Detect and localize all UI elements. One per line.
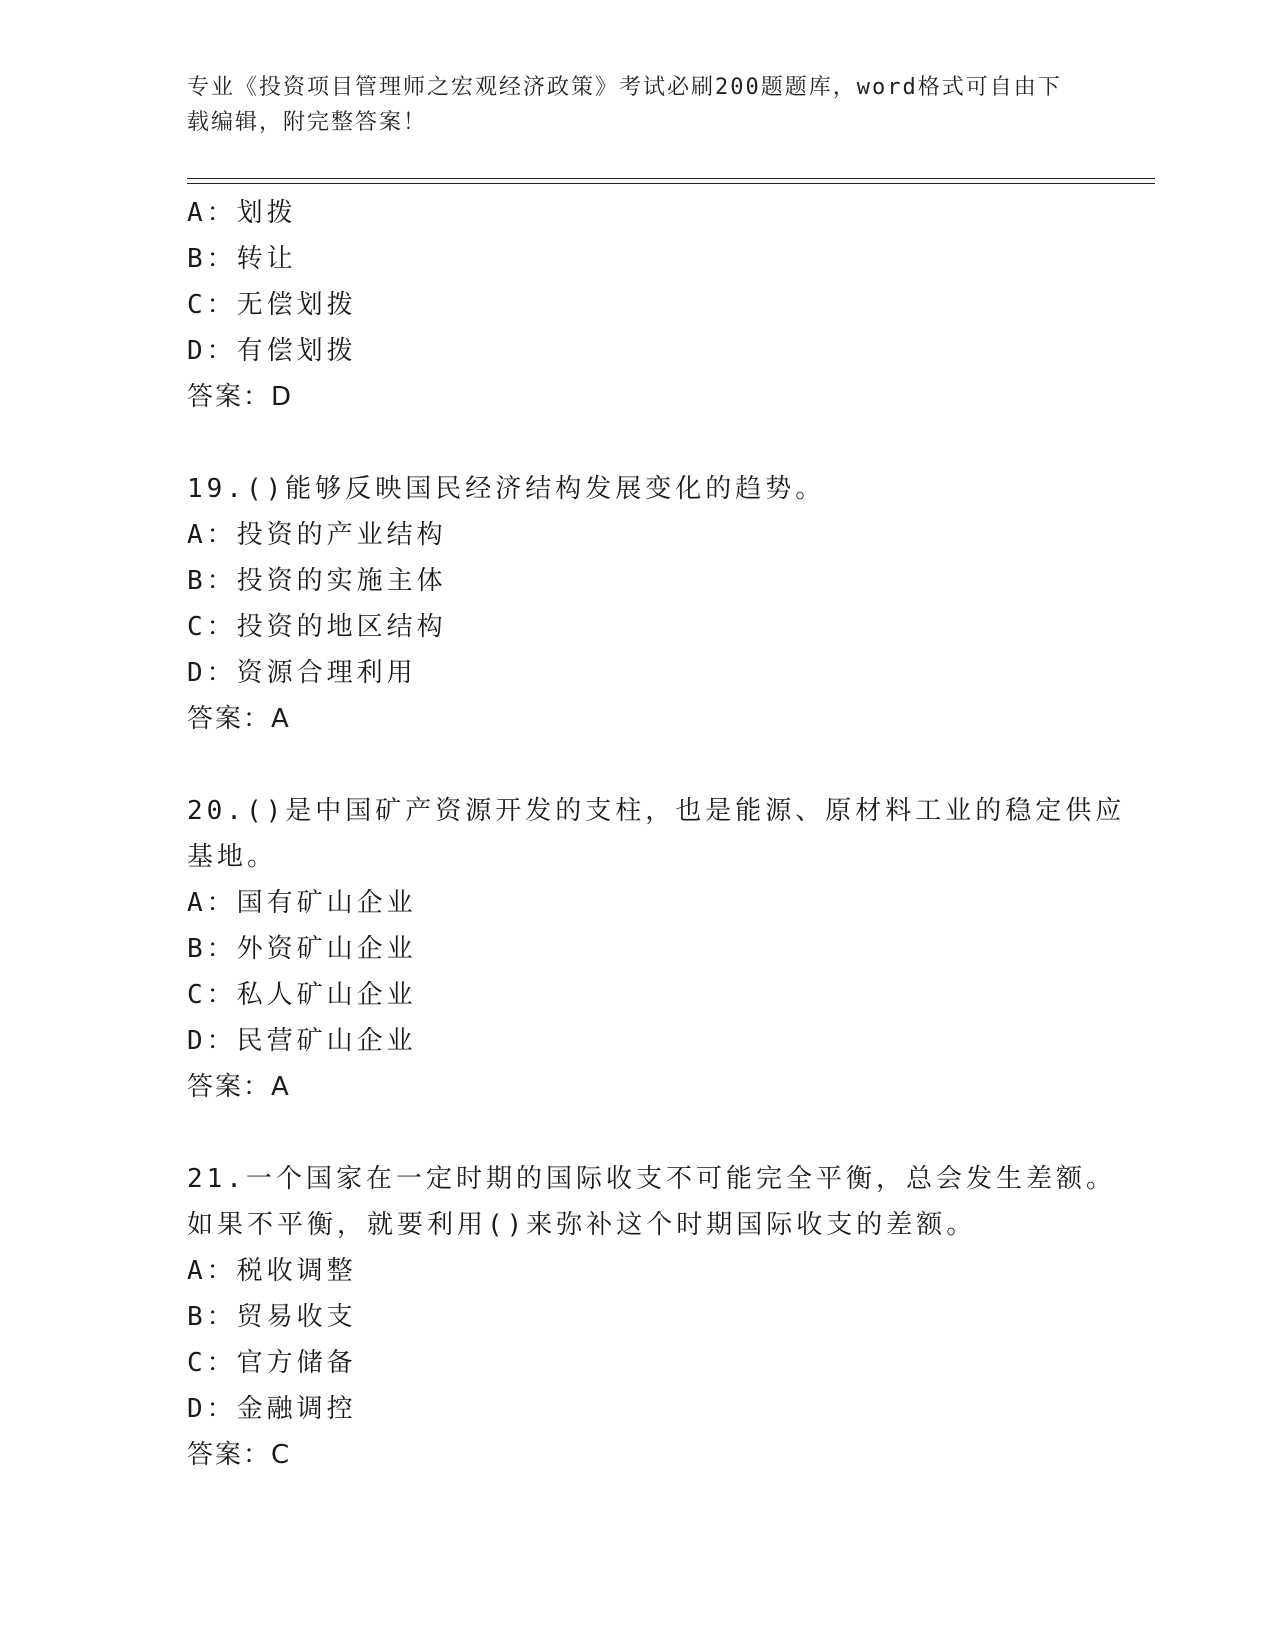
question-stem-line-1: 20.()是中国矿产资源开发的支柱，也是能源、原材料工业的稳定供应 [187, 796, 1126, 826]
option-c: C：私人矿山企业 [187, 980, 417, 1010]
question-stem-line-2: 如果不平衡，就要利用()来弥补这个时期国际收支的差额。 [187, 1210, 977, 1240]
option-a: A：投资的产业结构 [187, 520, 447, 550]
option-d: D：有偿划拨 [187, 336, 357, 366]
answer: 答案：A [187, 704, 291, 734]
question-stem: 19.()能够反映国民经济结构发展变化的趋势。 [187, 474, 826, 504]
answer: 答案：A [187, 1072, 291, 1102]
option-d: D：民营矿山企业 [187, 1026, 417, 1056]
answer: 答案：C [187, 1440, 292, 1470]
option-d: D：金融调控 [187, 1394, 357, 1424]
option-b: B：贸易收支 [187, 1302, 357, 1332]
document-header: 专业《投资项目管理师之宏观经济政策》考试必刷200题题库，word格式可自由下载编辑，附完整答案！ [187, 75, 1062, 135]
option-a: A：税收调整 [187, 1256, 357, 1286]
header-divider-top [187, 178, 1155, 179]
question-21 [187, 1156, 1116, 1478]
option-c: C：官方储备 [187, 1348, 357, 1378]
option-c: C：无偿划拨 [187, 290, 357, 320]
option-a: A：划拨 [187, 198, 297, 228]
option-d: D：资源合理利用 [187, 658, 417, 688]
question-19 [187, 466, 1087, 742]
question-list [187, 190, 1126, 1478]
header-divider-bottom [187, 183, 1155, 184]
option-b: B：外资矿山企业 [187, 934, 417, 964]
option-b: B：转让 [187, 244, 297, 274]
question-20 [187, 788, 1126, 1110]
question-18 [187, 190, 1087, 420]
question-stem-line-1: 21.一个国家在一定时期的国际收支不可能完全平衡，总会发生差额。 [187, 1164, 1116, 1194]
option-a: A：国有矿山企业 [187, 888, 417, 918]
option-c: C：投资的地区结构 [187, 612, 447, 642]
answer: 答案：D [187, 382, 294, 412]
option-b: B：投资的实施主体 [187, 566, 447, 596]
question-stem-line-2: 基地。 [187, 842, 278, 872]
